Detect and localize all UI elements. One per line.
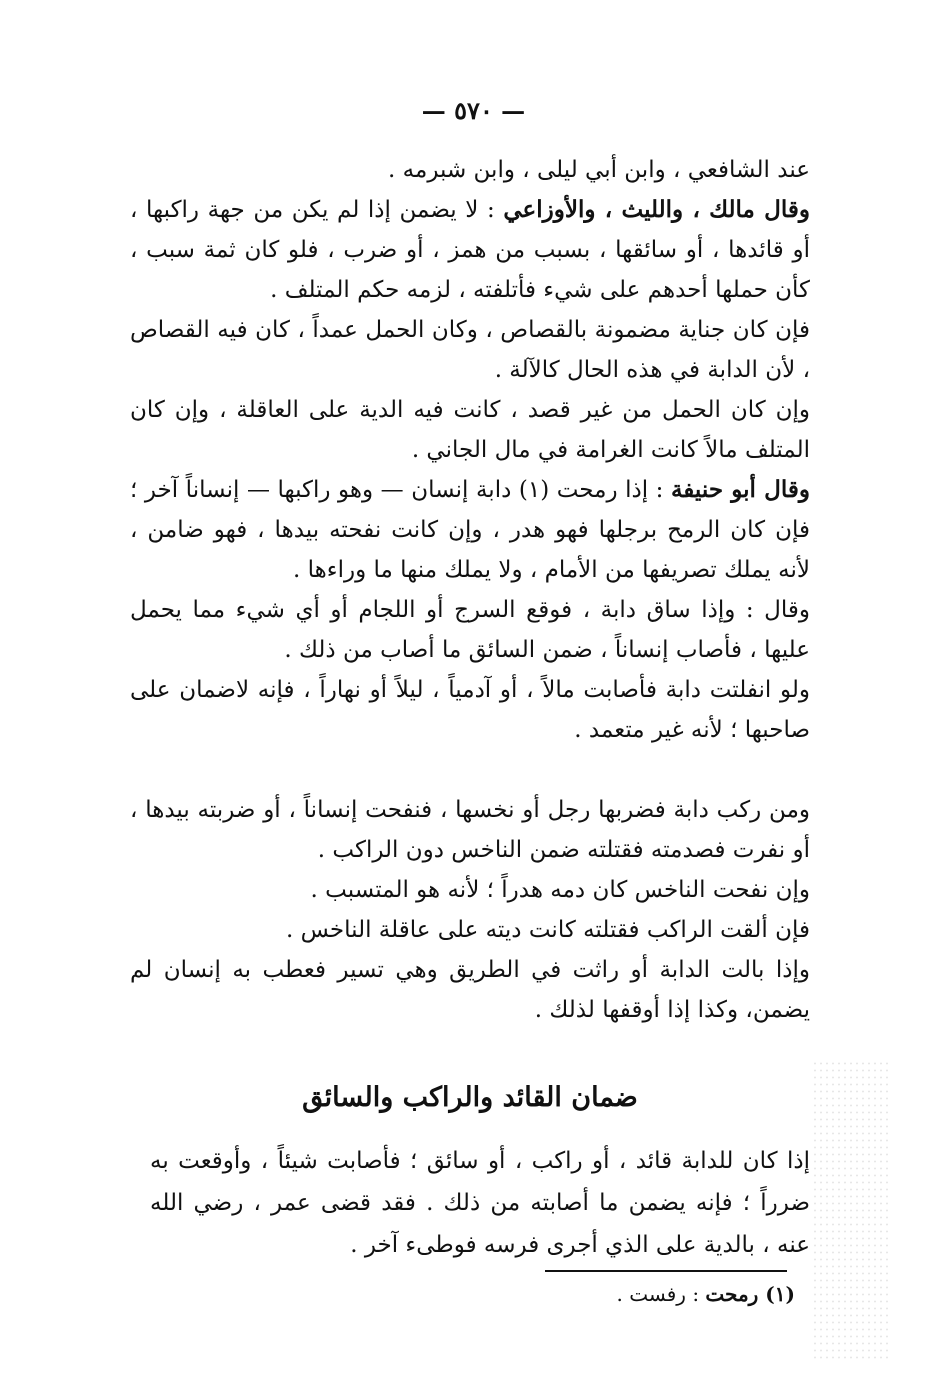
paragraph-lead: وقال أبو حنيفة: [670, 476, 810, 503]
paragraph: [130, 310, 810, 390]
paragraph: [130, 190, 810, 310]
paragraph: [130, 470, 810, 590]
paragraph-text: ومن ركب دابة فضربها رجل أو نخسها ، فنفحت إنساناً ، أو ضربته بيدها ، أو نفرت فصدمته فقتلته ضمن الناخس دون الراكب .: [130, 797, 810, 863]
paragraph-text: : إذا رمحت (١) دابة إنسان — وهو راكبها — إنساناً آخر ؛ فإن كان الرمح برجلها فهو هدر ، وإن كانت نفحته بيدها ، فهو ضامن ، لأنه يملك تصريفها من الأمام ، ولا يملك منها ما وراءها .: [130, 477, 810, 583]
paragraph-text: وإن نفحت الناخس كان دمه هدراً ؛ لأنه هو المتسبب .: [310, 877, 810, 903]
paragraph-lead: وقال مالك ، والليث ، والأوزاعي: [503, 196, 810, 223]
footnote-text: : رفست .: [616, 1282, 706, 1306]
paragraph-gap: [130, 750, 810, 790]
paragraph: إذا كان للدابة قائد ، أو راكب ، أو سائق ؛ فأصابت شيئاً ، وأوقعت به ضرراً ؛ فإنه يضمن ما أصابته من ذلك . فقد قضى عمر ، رضي الله عنه ، بالدية على الذي أجرى فرسه فوطىء آخر .: [150, 1148, 810, 1258]
paragraph: [130, 590, 810, 670]
paragraph-text: عند الشافعي ، وابن أبي ليلى ، وابن شبرمه .: [388, 157, 810, 183]
paragraph: [130, 950, 810, 1030]
paragraph: [130, 150, 810, 190]
footnote-divider: [545, 1270, 787, 1272]
paragraph-text: وإن كان الحمل من غير قصد ، كانت فيه الدية على العاقلة ، وإن كان المتلف مالاً كانت الغرامة في مال الجاني .: [130, 397, 810, 463]
paragraph-text: ولو انفلتت دابة فأصابت مالاً ، أو آدمياً ، ليلاً أو نهاراً ، فإنه لاضمان على صاحبها ؛ لأنه غير متعمد .: [130, 677, 810, 743]
scan-noise-decoration: [812, 1060, 892, 1360]
paragraph: [130, 670, 810, 750]
section-heading: ضمان القائد والراكب والسائق: [302, 1082, 638, 1113]
page-number: — ٥٧٠ —: [421, 96, 526, 125]
paragraph: [130, 390, 810, 470]
paragraph-text: فإن ألقت الراكب فقتلته كانت ديته على عاقلة الناخس .: [285, 917, 810, 943]
section-body: [150, 1140, 810, 1266]
paragraph-text: : لا يضمن إذا لم يكن من جهة راكبها ، أو قائدها ، أو سائقها ، بسبب من همز ، أو ضرب ، فلو كان ثمة سبب ، كأن حملها أحدهم على شيء فأتلفته ، لزمه حكم المتلف .: [130, 197, 811, 303]
body-text: [130, 150, 810, 1030]
paragraph: [130, 790, 810, 870]
paragraph: [130, 870, 810, 910]
paragraph-text: وإذا بالت الدابة أو راثت في الطريق وهي تسير فعطب به إنسان لم يضمن، وكذا إذا أوقفها لذلك .: [130, 957, 810, 1023]
paragraph-text: فإن كان جناية مضمونة بالقصاص ، وكان الحمل عمداً ، كان فيه القصاص ، لأن الدابة في هذه الحال كالآلة .: [130, 317, 810, 383]
paragraph: [130, 910, 810, 950]
paragraph-text: وقال : وإذا ساق دابة ، فوقع السرج أو اللجام أو أي شيء مما يحمل عليها ، فأصاب إنساناً ، ضمن السائق ما أصاب من ذلك .: [130, 597, 810, 663]
footnote: [545, 1282, 795, 1306]
footnote-mark: (١) رمحت: [705, 1282, 795, 1306]
